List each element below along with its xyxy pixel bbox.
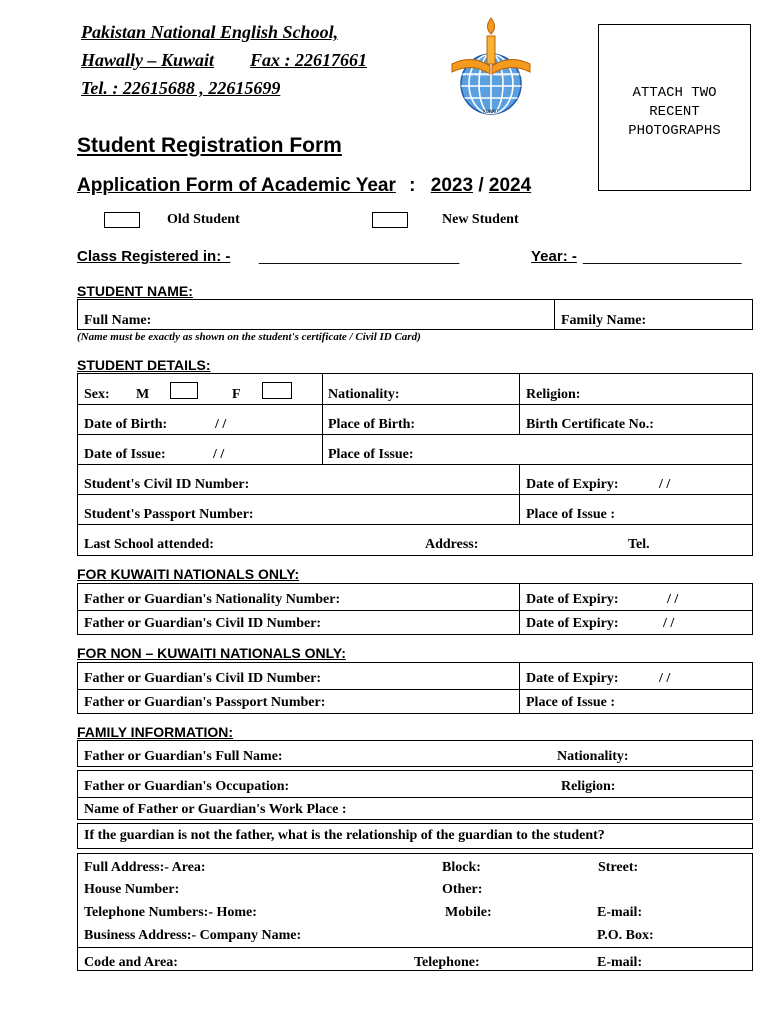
other-field[interactable]: Other: xyxy=(442,882,483,897)
school-fax: Fax : 22617661 xyxy=(250,50,367,70)
civil-id-expiry-slashes: / / xyxy=(659,477,671,492)
family-info-heading: FAMILY INFORMATION: xyxy=(77,724,234,740)
student-name-box xyxy=(77,299,753,330)
guardian-work-place-field[interactable]: Name of Father or Guardian's Work Place : xyxy=(84,802,347,817)
academic-year-line xyxy=(77,175,531,197)
year-label: Year: - xyxy=(531,248,577,265)
guardian-nationality-number-field[interactable]: Father or Guardian's Nationality Number: xyxy=(84,592,341,607)
non-kuwaiti-expiry-field[interactable]: Date of Expiry: xyxy=(526,671,619,686)
sex-m-label: M xyxy=(136,387,150,402)
last-school-address-field[interactable]: Address: xyxy=(425,537,479,552)
student-details-heading: STUDENT DETAILS: xyxy=(77,357,211,373)
code-area-field[interactable]: Code and Area: xyxy=(84,955,178,970)
sex-label: Sex: xyxy=(84,387,110,402)
doi-slashes: / / xyxy=(213,447,225,462)
kuwaiti-heading: FOR KUWAITI NATIONALS ONLY: xyxy=(77,566,300,582)
school-name: Pakistan National English School, xyxy=(81,22,339,42)
guardian-passport-place-field[interactable]: Place of Issue : xyxy=(526,695,616,710)
business-email-field[interactable]: E-mail: xyxy=(597,955,643,970)
house-number-field[interactable]: House Number: xyxy=(84,882,180,897)
sex-m-checkbox[interactable] xyxy=(170,382,198,399)
sex-f-checkbox[interactable] xyxy=(262,382,292,399)
kuwaiti-expiry-2-field[interactable]: Date of Expiry: xyxy=(526,616,619,631)
mobile-field[interactable]: Mobile: xyxy=(445,905,492,920)
non-kuwaiti-expiry-slashes: / / xyxy=(659,671,671,686)
last-school-tel-field[interactable]: Tel. xyxy=(628,537,650,552)
civil-id-field[interactable]: Student's Civil ID Number: xyxy=(84,477,250,492)
kuwaiti-expiry-2-slashes: / / xyxy=(663,616,675,631)
passport-place-of-issue-field[interactable]: Place of Issue : xyxy=(526,507,616,522)
company-name-field[interactable]: Business Address:- Company Name: xyxy=(84,928,302,943)
sex-f-label: F xyxy=(232,387,241,402)
svg-text:PAKISTAN NATIONAL ENGLISH SCHO: PAKISTAN NATIONAL ENGLISH SCHOOL xyxy=(456,73,526,77)
dob-field[interactable]: Date of Birth: xyxy=(84,417,168,432)
photo-attachment-box[interactable] xyxy=(598,24,751,191)
new-student-label: New Student xyxy=(442,212,519,227)
old-student-checkbox[interactable] xyxy=(104,212,140,228)
school-tel: Tel. : 22615688 , 22615699 xyxy=(81,78,281,98)
block-field[interactable]: Block: xyxy=(442,860,481,875)
guardian-relationship-field[interactable]: If the guardian is not the father, what is the relationship of the guardian to the student? xyxy=(84,828,605,843)
date-of-issue-field[interactable]: Date of Issue: xyxy=(84,447,166,462)
po-box-field[interactable]: P.O. Box: xyxy=(597,928,654,943)
passport-field[interactable]: Student's Passport Number: xyxy=(84,507,254,522)
dob-slashes: / / xyxy=(215,417,227,432)
new-student-checkbox[interactable] xyxy=(372,212,408,228)
svg-text:KUWAIT: KUWAIT xyxy=(483,109,499,114)
place-of-birth-field[interactable]: Place of Birth: xyxy=(328,417,416,432)
guardian-full-name-field[interactable]: Father or Guardian's Full Name: xyxy=(84,749,283,764)
year-separator: / xyxy=(478,175,484,196)
civil-id-expiry-field[interactable]: Date of Expiry: xyxy=(526,477,619,492)
non-kuwaiti-heading: FOR NON – KUWAITI NATIONALS ONLY: xyxy=(77,645,346,661)
academic-year-prefix: Application Form of Academic Year xyxy=(77,175,396,196)
guardian-nationality-field[interactable]: Nationality: xyxy=(557,749,629,764)
academic-year-colon: : xyxy=(409,175,416,196)
home-phone-field[interactable]: Telephone Numbers:- Home: xyxy=(84,905,257,920)
name-note: (Name must be exactly as shown on the student's certificate / Civil ID Card) xyxy=(77,331,421,343)
place-of-issue-field[interactable]: Place of Issue: xyxy=(328,447,414,462)
class-registered-field[interactable]: ________________________ xyxy=(259,248,460,265)
student-name-heading: STUDENT NAME: xyxy=(77,283,193,299)
birth-certificate-field[interactable]: Birth Certificate No.: xyxy=(526,417,654,432)
guardian-religion-field[interactable]: Religion: xyxy=(561,779,616,794)
religion-field[interactable]: Religion: xyxy=(526,387,581,402)
street-field[interactable]: Street: xyxy=(598,860,639,875)
form-title: Student Registration Form xyxy=(77,134,342,157)
old-student-label: Old Student xyxy=(167,212,240,227)
family-name-field[interactable]: Family Name: xyxy=(561,313,647,328)
email-field[interactable]: E-mail: xyxy=(597,905,643,920)
nationality-field[interactable]: Nationality: xyxy=(328,387,400,402)
guardian-occupation-field[interactable]: Father or Guardian's Occupation: xyxy=(84,779,290,794)
guardian-passport-field[interactable]: Father or Guardian's Passport Number: xyxy=(84,695,326,710)
last-school-field[interactable]: Last School attended: xyxy=(84,537,214,552)
year-from: 2023 xyxy=(430,175,474,196)
school-location: Hawally – Kuwait xyxy=(81,50,215,70)
photo-instruction: ATTACH TWO RECENT PHOTOGRAPHS xyxy=(628,85,721,139)
year-field[interactable]: ___________________ xyxy=(583,248,742,265)
guardian-civil-id-non-kuwaiti-field[interactable]: Father or Guardian's Civil ID Number: xyxy=(84,671,322,686)
guardian-civil-id-kuwaiti-field[interactable]: Father or Guardian's Civil ID Number: xyxy=(84,616,322,631)
kuwaiti-expiry-1-slashes: / / xyxy=(667,592,679,607)
area-field[interactable]: Full Address:- Area: xyxy=(84,860,206,875)
full-name-field[interactable]: Full Name: xyxy=(84,313,152,328)
business-telephone-field[interactable]: Telephone: xyxy=(414,955,480,970)
school-crest-logo xyxy=(444,14,538,116)
year-to: 2024 xyxy=(488,175,532,196)
class-registered-label: Class Registered in: - xyxy=(77,248,231,265)
kuwaiti-expiry-1-field[interactable]: Date of Expiry: xyxy=(526,592,619,607)
